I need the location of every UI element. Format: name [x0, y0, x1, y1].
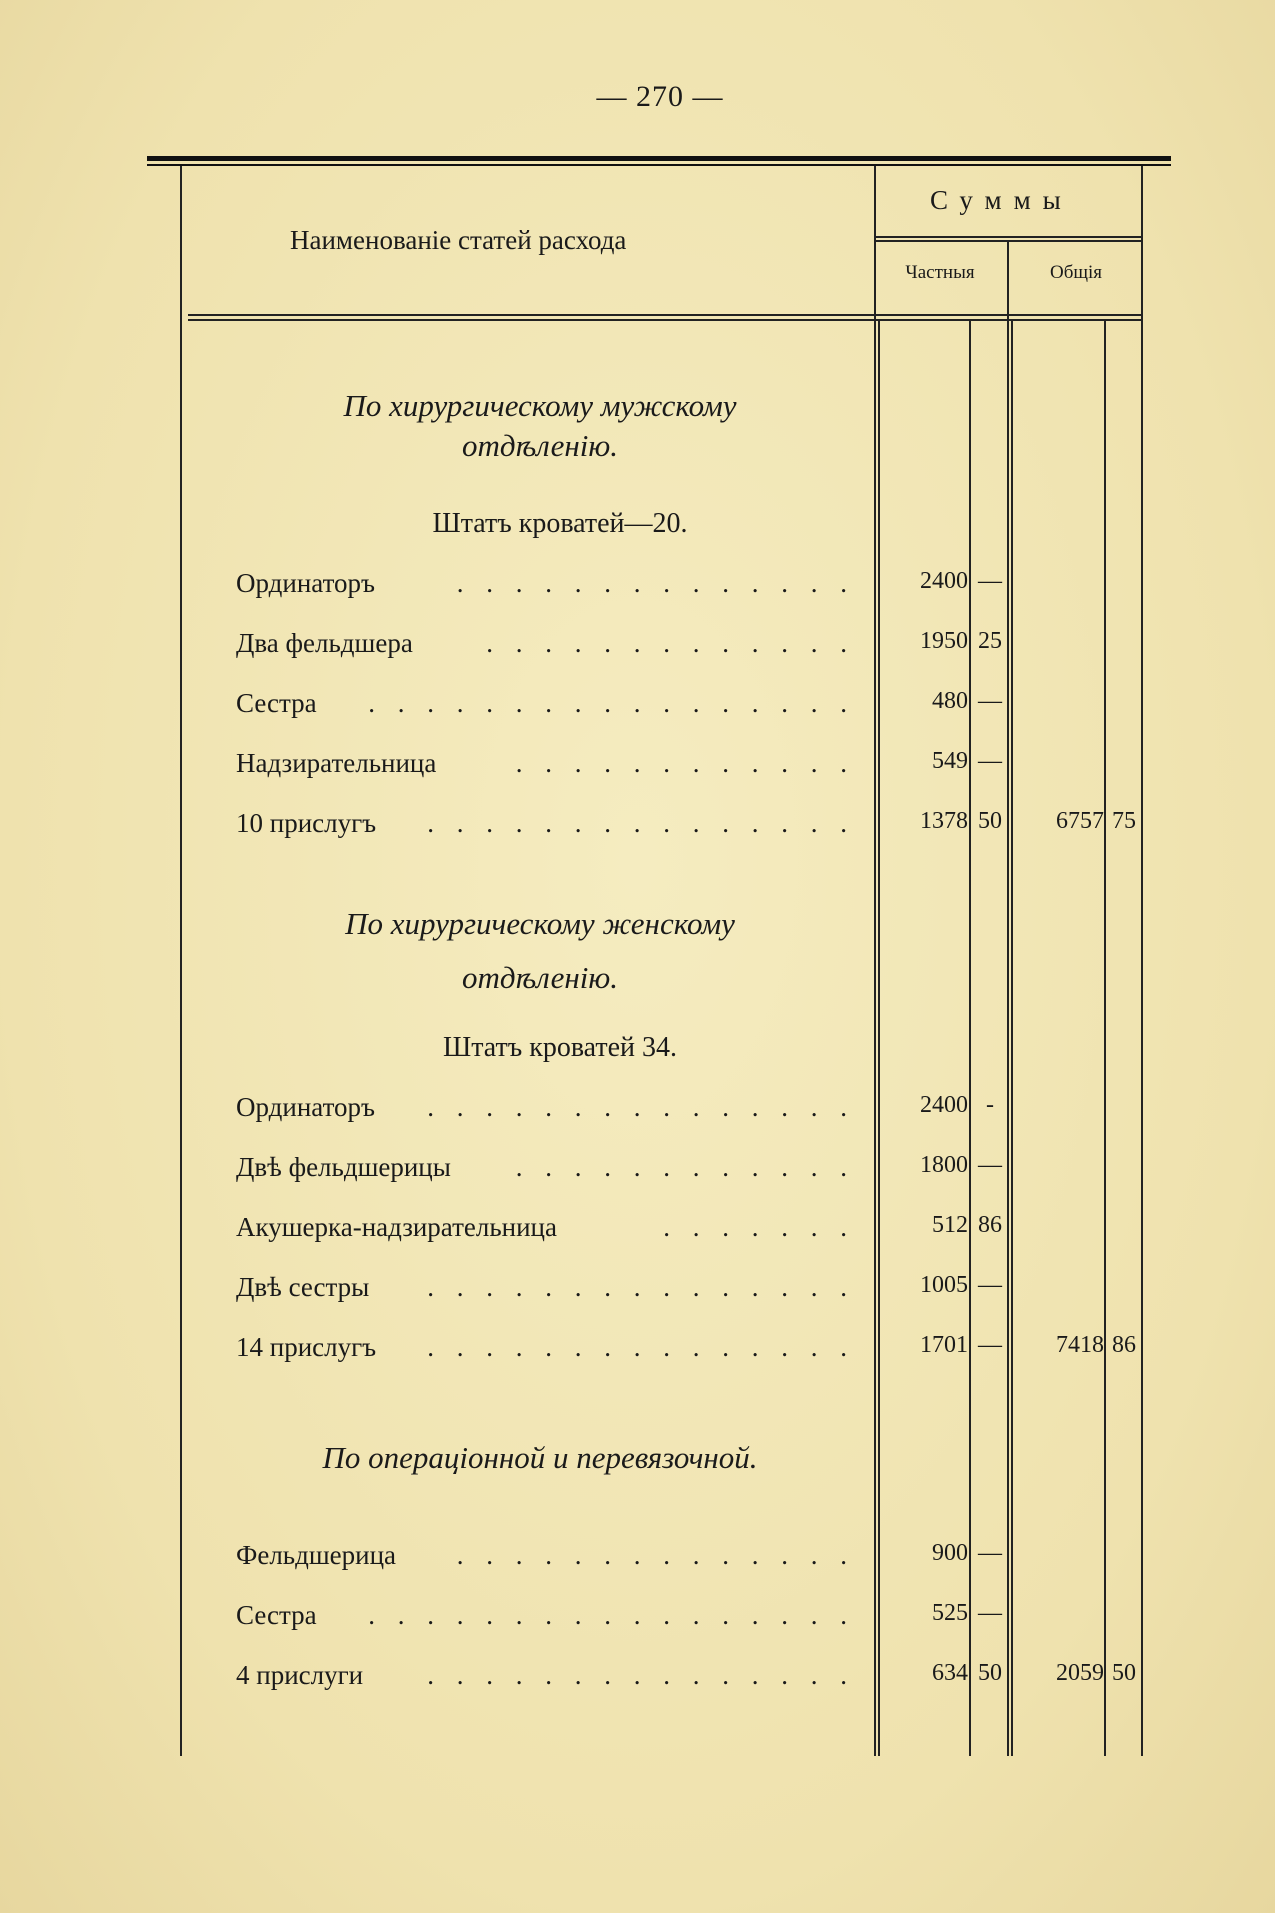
column-header-sums: Суммы: [930, 185, 1073, 215]
section-title: По операціонной и перевязочной.: [322, 1440, 758, 1475]
private-kopecks: —: [978, 1152, 1002, 1178]
leader-dots: . . . . . . . . . . . .: [515, 748, 855, 778]
total-kopecks: 86: [1112, 1332, 1136, 1358]
leader-dots: . . . . . . . . . . . . . .: [456, 568, 855, 598]
total-kopecks: 50: [1112, 1660, 1136, 1686]
section-title-line2: отдѣленію.: [462, 960, 618, 995]
row-label: Ординаторъ: [236, 568, 375, 598]
row-label: 4 прислуги: [236, 1660, 364, 1690]
private-kopecks: —: [978, 688, 1002, 714]
total-rubles: 2059: [1056, 1660, 1104, 1686]
private-rubles: 2400: [920, 1092, 968, 1118]
table-row: [0, 1092, 1275, 1132]
leader-dots: . . . . . . . . . . . .: [515, 1152, 855, 1182]
table-row: [0, 1272, 1275, 1312]
private-rubles: 1950: [920, 628, 968, 654]
private-kopecks: —: [978, 748, 1002, 774]
private-rubles: 1800: [920, 1152, 968, 1178]
private-rubles: 900: [932, 1540, 968, 1566]
header-bottom-rule-2: [188, 319, 1142, 321]
name-col-divider: [874, 166, 876, 1756]
row-label: Двѣ сестры: [236, 1272, 370, 1302]
private-kopecks: 50: [978, 808, 1002, 834]
row-label: Надзирательница: [236, 748, 437, 778]
private-rubles: 525: [932, 1600, 968, 1626]
row-label: Сестра: [236, 1600, 317, 1630]
private-rubles: 549: [932, 748, 968, 774]
table-row: [0, 808, 1275, 848]
table-row: [0, 1540, 1275, 1580]
private-rubles: 2400: [920, 568, 968, 594]
section-title: По хирургическому женскому: [345, 906, 735, 941]
sums-underline-2: [876, 240, 1142, 242]
leader-dots: . . . . . . .: [663, 1212, 855, 1242]
row-label: 10 прислугъ: [236, 808, 377, 838]
leader-dots: . . . . . . . . . . . . . . .: [427, 1092, 855, 1122]
leader-dots: . . . . . . . . . . . . . . .: [427, 808, 855, 838]
private-kopecks: 86: [978, 1212, 1002, 1238]
section-title-line2: отдѣленію.: [462, 428, 618, 463]
private-rubles: 512: [932, 1212, 968, 1238]
private-kopecks: -: [986, 1092, 994, 1118]
private-rubles: 634: [932, 1660, 968, 1686]
table-row: [0, 1332, 1275, 1372]
page-number: — 270 —: [596, 80, 724, 113]
row-label: Акушерка-надзирательница: [236, 1212, 557, 1242]
top-rule: [147, 156, 1171, 161]
leader-dots: . . . . . . . . . . . . . . . . .: [368, 1600, 855, 1630]
private-kopecks: 50: [978, 1660, 1002, 1686]
total-kopecks: 75: [1112, 808, 1136, 834]
private-kopecks: —: [978, 1332, 1002, 1358]
row-label: Два фельдшера: [236, 628, 413, 658]
header-bottom-rule: [188, 314, 1142, 316]
table-row: [0, 1600, 1275, 1640]
private-kopecks: —: [978, 1600, 1002, 1626]
table-row: [0, 688, 1275, 728]
table-row: [0, 1660, 1275, 1700]
leader-dots: . . . . . . . . . . . . .: [486, 628, 855, 658]
private-rubles: 480: [932, 688, 968, 714]
leader-dots: . . . . . . . . . . . . . . .: [427, 1660, 855, 1690]
top-rule-thin: [147, 164, 1171, 166]
leader-dots: . . . . . . . . . . . . . . .: [427, 1272, 855, 1302]
private-rubles: 1005: [920, 1272, 968, 1298]
staff-beds: Штатъ кроватей—20.: [432, 508, 688, 539]
leader-dots: . . . . . . . . . . . . . . . . .: [368, 688, 855, 718]
private-kopecks: 25: [978, 628, 1002, 654]
total-rubles: 7418: [1056, 1332, 1104, 1358]
total-rubles: 6757: [1056, 808, 1104, 834]
private-kopecks: —: [978, 1540, 1002, 1566]
private-kopecks: —: [978, 568, 1002, 594]
leader-dots: . . . . . . . . . . . . . .: [456, 1540, 855, 1570]
row-label: Ординаторъ: [236, 1092, 375, 1122]
table-row: [0, 628, 1275, 668]
table-row: [0, 1212, 1275, 1252]
row-label: 14 прислугъ: [236, 1332, 377, 1362]
private-kopecks: —: [978, 1272, 1002, 1298]
section-title: По хирургическому мужскому: [343, 388, 737, 423]
right-border: [1141, 166, 1143, 1756]
staff-beds: Штатъ кроватей 34.: [442, 1032, 678, 1063]
left-border: [180, 166, 182, 1756]
row-label: Сестра: [236, 688, 317, 718]
table-row: [0, 568, 1275, 608]
sums-underline: [876, 236, 1142, 238]
table-row: [0, 1152, 1275, 1192]
row-label: Двѣ фельдшерицы: [236, 1152, 451, 1182]
private-rubles: 1701: [920, 1332, 968, 1358]
private-rubles: 1378: [920, 808, 968, 834]
column-header-name: Наименованіе статей расхода: [290, 225, 627, 255]
column-header-total: Общія: [1049, 262, 1103, 283]
column-header-private: Частныя: [905, 262, 975, 283]
private-total-divider: [1007, 240, 1009, 1756]
leader-dots: . . . . . . . . . . . . . . .: [427, 1332, 855, 1362]
row-label: Фельдшерица: [236, 1540, 396, 1570]
table-row: [0, 748, 1275, 788]
